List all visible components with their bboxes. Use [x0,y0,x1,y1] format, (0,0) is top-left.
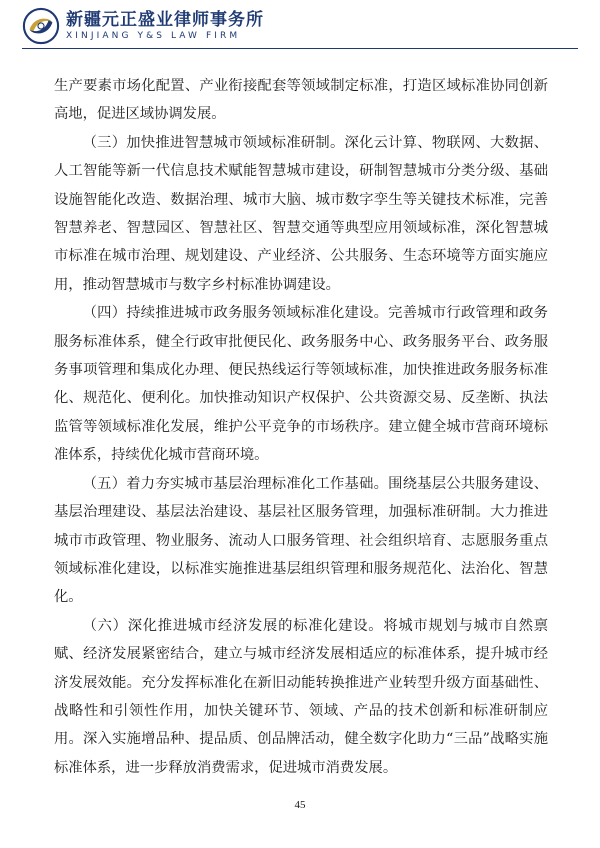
firm-name-block [66,9,264,41]
paragraph-continuation: 生产要素市场化配置、产业衔接配套等领域制定标准，打造区域标准协同创新高地，促进区域协调发展。 [54,78,548,123]
paragraph-economic-development: （六）深化推进城市经济发展的标准化建设。将城市规划与城市自然禀赋、经济发展紧密结合，建立与城市经济发展相适应的标准体系，提升城市经济发展效能。充分发挥标准化在新旧动能转换推进产业转型升级方面基础性、战略性和引领性作用，加快关键环节、领域、产品的技术创新和标准研制应用。深入实施增品种、提品质、创品牌活动，健全数字化助力“三品”战略实施标准体系，进一步释放消费需求，促进城市消费发展。 [54,617,548,776]
paragraph-grassroots-governance: （五）着力夯实城市基层治理标准化工作基础。围绕基层公共服务建设、基层治理建设、基层法治建设、基层社区服务管理，加强标准研制。大力推进城市市政管理、物业服务、流动人口服务管理、社会组织培育、志愿服务重点领域标准化建设，以标准实施推进基层组织管理和服务规范化、法治化、智慧化。 [54,475,548,606]
paragraph-smart-city: （三）加快推进智慧城市领域标准研制。深化云计算、物联网、大数据、人工智能等新一代信息技术赋能智慧城市建设，研制智慧城市分类分级、基础设施智能化改造、数据治理、城市大脑、城市数字孪生等关键技术标准，完善智慧养老、智慧园区、智慧社区、智慧交通等典型应用领域标准，深化智慧城市标准在城市治理、规划建设、产业经济、公共服务、生态环境等方面实施应用，推动智慧城市与数字乡村标准协调建设。 [54,134,548,293]
paragraph-government-services: （四）持续推进城市政务服务领域标准化建设。完善城市行政管理和政务服务标准体系，健全行政审批便民化、政务服务中心、政务服务平台、政务服务事项管理和集成化办理、便民热线运行等领域标准，加快推进政务服务标准化、规范化、便利化。加快推动知识产权保护、公共资源交易、反垄断、执法监管等领域标准化发展，维护公平竞争的市场秩序。建立健全城市营商环境标准体系，持续优化城市营商环境。 [54,305,548,464]
header-divider [22,48,578,49]
firm-name-en: XINJIANG Y&S LAW FIRM [66,30,241,41]
letterhead [22,6,282,46]
page-number: 45 [294,799,306,811]
firm-logo-icon [22,7,60,45]
firm-name: 新疆元正盛业律师事务所 [66,9,264,30]
document-body [54,72,548,782]
